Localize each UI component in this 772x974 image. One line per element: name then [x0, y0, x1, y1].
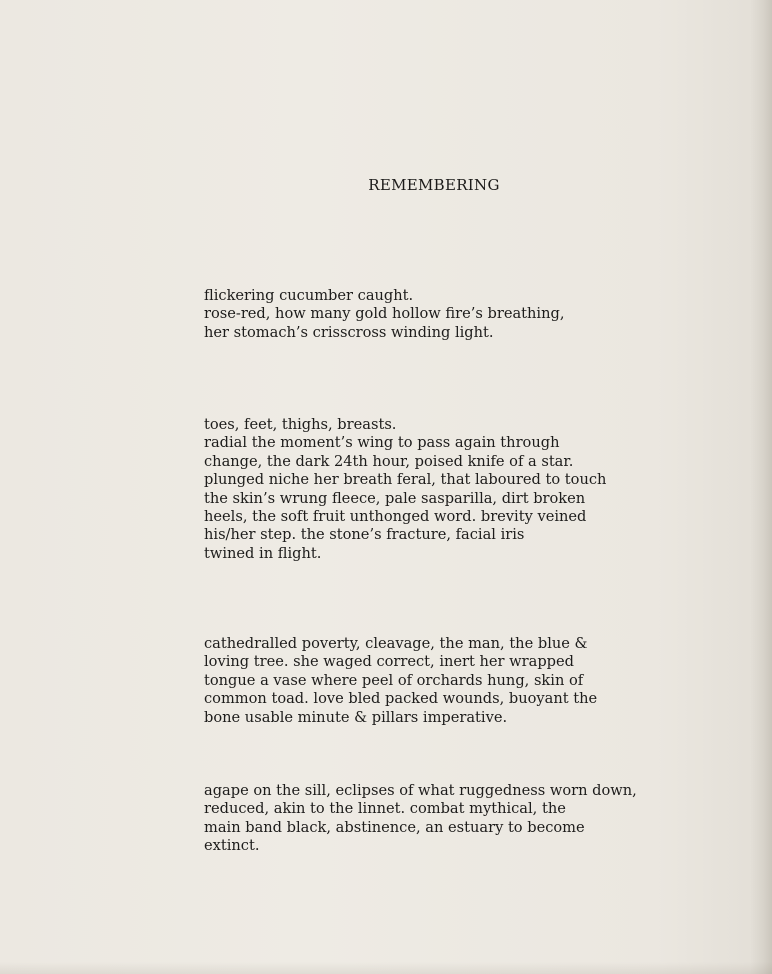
poem-title: REMEMBERING: [368, 176, 500, 194]
stanza-4: [204, 782, 674, 856]
stanza-1: [204, 287, 674, 342]
stanza-3: [204, 635, 674, 727]
stanza-line: plunged niche her breath feral, that laboured to touch: [204, 471, 607, 489]
stanza-line: loving tree. she waged correct, inert her wrapped: [204, 653, 574, 671]
stanza-2: [204, 416, 674, 563]
stanza-line: heels, the soft fruit unthonged word. brevity veined: [204, 508, 587, 526]
stanza-line: the skin’s wrung fleece, pale sasparilla, dirt broken: [204, 489, 586, 507]
stanza-line: change, the dark 24th hour, poised knife of a star.: [204, 452, 574, 470]
stanza-line: main band black, abstinence, an estuary to become: [204, 818, 585, 836]
stanza-line: her stomach’s crisscross winding light.: [204, 323, 494, 341]
page-bottom-shadow: [0, 962, 772, 974]
stanza-line: twined in flight.: [204, 544, 322, 562]
stanza-line: agape on the sill, eclipses of what ruggedness worn down,: [204, 782, 637, 799]
stanza-line: rose-red, how many gold hollow fire’s breathing,: [204, 305, 565, 323]
stanza-line: common toad. love bled packed wounds, buoyant the: [204, 690, 598, 708]
stanza-line: extinct.: [204, 837, 260, 855]
page-edge-shadow: [750, 0, 772, 974]
stanza-line: radial the moment’s wing to pass again through: [204, 434, 560, 452]
stanza-line: reduced, akin to the linnet. combat mythical, the: [204, 800, 566, 818]
stanza-line: bone usable minute & pillars imperative.: [204, 708, 508, 726]
stanza-line: cathedralled poverty, cleavage, the man, the blue &: [204, 635, 588, 652]
stanza-line: his/her step. the stone’s fracture, facial iris: [204, 526, 525, 544]
stanza-line: flickering cucumber caught.: [204, 287, 414, 304]
stanza-line: tongue a vase where peel of orchards hung, skin of: [204, 671, 584, 689]
stanza-line: toes, feet, thighs, breasts.: [204, 416, 397, 433]
